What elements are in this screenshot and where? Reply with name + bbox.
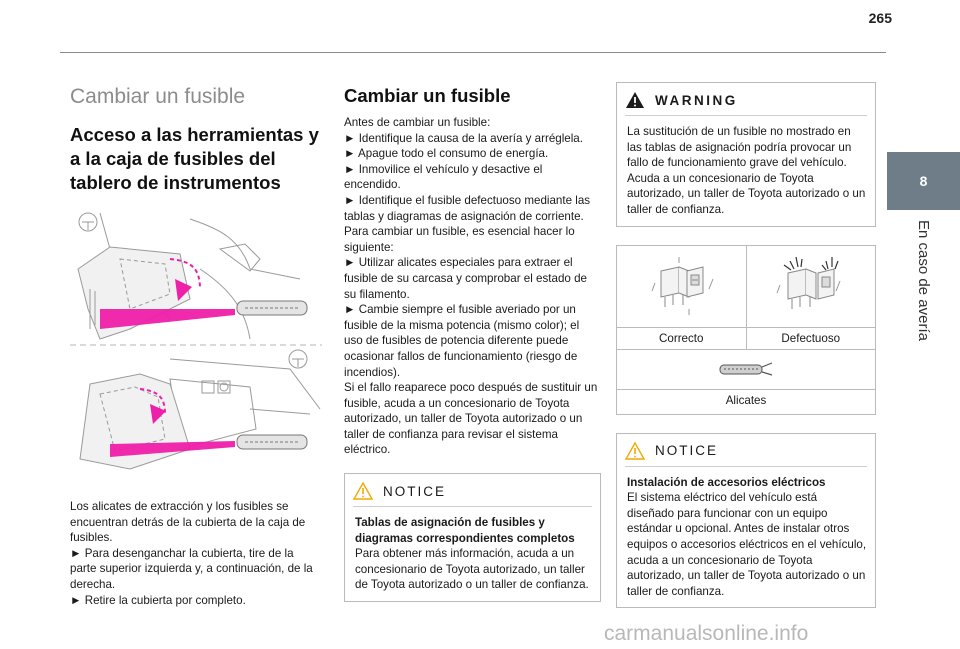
fuse-ok-label: Correcto (659, 331, 704, 345)
fuse-box-cover-illustration (70, 209, 322, 479)
col2-body (344, 115, 601, 458)
fuse-images-row (617, 246, 875, 328)
chapter-title-vertical (887, 210, 960, 350)
notice-label: NOTICE (383, 483, 447, 499)
notice-title: Instalación de accesorios eléctricos (627, 475, 826, 489)
sub-heading: Acceso a las herramientas y a la caja de fusibles del tablero de instrumentos (70, 124, 319, 193)
notice-label: NOTICE (655, 443, 719, 459)
warning-triangle-icon (625, 91, 645, 109)
paragraph: ► Identifique el fusible defectuoso mediante las tablas y diagramas de asignación de corriente. Para cambiar un fusible, es esencial hacer lo siguiente: (344, 193, 591, 254)
notice-box (344, 473, 601, 602)
col1-body (70, 499, 320, 608)
fuse-ok-illustration (639, 253, 723, 319)
notice-box-accessories (616, 433, 876, 609)
paragraph: ► Apague todo el consumo de energía. (344, 147, 549, 161)
fuse-ok-cell (617, 246, 746, 327)
column-2 (344, 82, 601, 602)
paragraph: ► Inmovilice el vehículo y desactive el encendido. (344, 162, 543, 192)
notice-header (345, 474, 600, 506)
notice-text: Para obtener más información, acuda a un concesionario de Toyota autorizado, un taller de Toyota autorizado o un taller de confianza. (355, 547, 589, 592)
paragraph: Si el fallo reaparece poco después de sustituir un fusible, acuda a un concesionario de Toyota autorizado, un taller de Toyota autorizado o un taller de confianza para revisar el sistema eléctrico. (344, 381, 598, 457)
watermark: carmanualsonline.info (604, 622, 809, 645)
notice-text: El sistema eléctrico del vehículo está diseñado para funcionar con un equipo estándar u opcional. Antes de instalar otros equipos o accesorios eléctricos en el vehículo, acuda a un concesionario de Toyota autorizado, un taller de Toyota autorizado o un taller de confianza. (627, 491, 867, 598)
column-1 (70, 82, 320, 608)
fuse-bad-label: Defectuoso (746, 328, 876, 349)
chapter-tab[interactable] (887, 152, 960, 210)
warning-box (616, 82, 876, 227)
chapter-number: 8 (919, 173, 928, 189)
paragraph: Antes de cambiar un fusible: (344, 116, 491, 129)
pliers-label: Alicates (725, 393, 767, 407)
fuse-bad-cell (746, 246, 876, 327)
section-title: Cambiar un fusible (70, 85, 246, 108)
column-3 (616, 82, 876, 608)
paragraph: ► Identifique la causa de la avería y arréglela. (344, 131, 583, 145)
warning-body (617, 116, 875, 226)
warning-header (617, 83, 875, 115)
notice-body (617, 467, 875, 608)
warning-text: La sustitución de un fusible no mostrado en las tablas de asignación podría provocar un fallo de funcionamiento grave del vehículo. Acuda a un concesionario de Toyota autorizado, un taller de Toyota autorizado o un taller de confianza. (627, 125, 866, 216)
paragraph: ► Para desenganchar la cubierta, tire de la parte superior izquierda y, a continuación, de la derecha. (70, 546, 313, 591)
paragraph: Los alicates de extracción y los fusibles se encuentran detrás de la cubierta de la caja de fusibles. (70, 500, 306, 545)
fuse-comparison-table (616, 245, 876, 415)
paragraph: ► Cambie siempre el fusible averiado por un fusible de la misma potencia (mismo color); el uso de fusibles de potencia diferente puede ocasionar fallos de funcionamiento (riesgo de incendios). (344, 303, 580, 379)
notice-header (617, 434, 875, 466)
pliers-illustration (716, 359, 776, 379)
page-number: 265 (868, 10, 892, 26)
caution-triangle-icon (625, 442, 645, 460)
dashboard-fuse-box-illustration (70, 209, 322, 479)
paragraph: ► Retire la cubierta por completo. (70, 593, 246, 607)
heading: Cambiar un fusible (344, 85, 511, 106)
header-divider (60, 52, 886, 53)
pliers-image-row (617, 350, 875, 390)
chapter-title: En caso de avería (915, 219, 933, 341)
warning-label: WARNING (655, 92, 738, 108)
fuse-defective-illustration (766, 253, 856, 319)
notice-body (345, 507, 600, 601)
paragraph: ► Utilizar alicates especiales para extraer el fusible de su carcasa y comprobar el estado de su filamento. (344, 256, 587, 301)
fuse-labels-row (617, 328, 875, 350)
notice-title: Tablas de asignación de fusibles y diagramas correspondientes completos (355, 516, 575, 545)
caution-triangle-icon (353, 482, 373, 500)
